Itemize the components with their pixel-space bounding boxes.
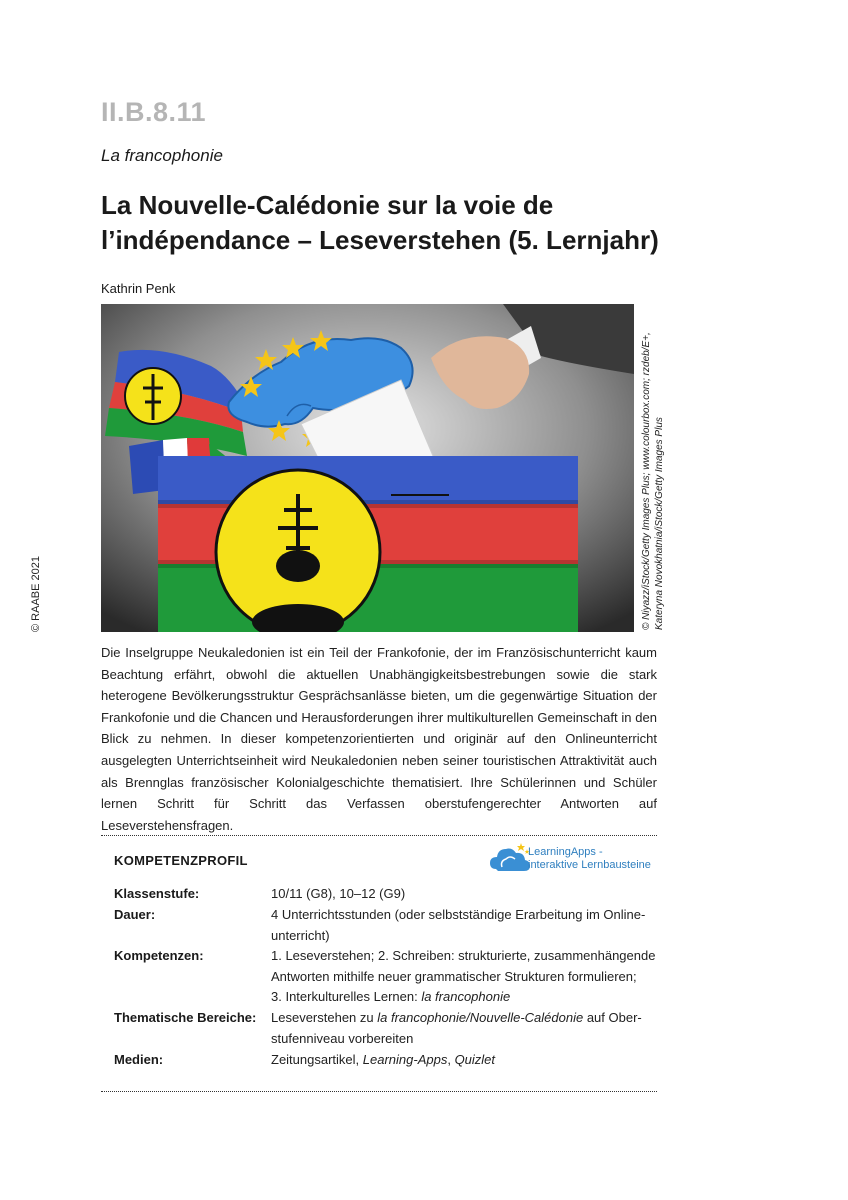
thema-line-1-suffix: auf Ober-	[583, 1010, 642, 1025]
dotted-divider-bottom	[101, 1091, 657, 1092]
klassenstufe-value: 10/11 (G8), 10–12 (G9)	[271, 886, 406, 901]
kompetenzen-label: Kompetenzen:	[114, 948, 204, 963]
medien-em-1: Learning-Apps	[362, 1052, 448, 1067]
document-title	[101, 188, 661, 258]
kompetenzen-line-2: Antworten mithilfe neuer grammatischer Strukturen formulieren;	[271, 968, 637, 984]
dauer-line-1: 4 Unterrichtsstunden (oder selbstständige Erarbeitung im Online-	[271, 907, 646, 922]
kompetenzen-line-3-em: la francophonie	[421, 989, 511, 1004]
side-copyright: © RAABE 2021	[30, 556, 42, 632]
medien-em-2: Quizlet	[454, 1052, 496, 1067]
kompetenzen-line-3-prefix: 3. Interkulturelles Lernen:	[271, 989, 422, 1004]
learningapps-logo	[490, 843, 660, 877]
medien-sep: ,	[447, 1052, 455, 1067]
kompetenzen-line-3	[271, 987, 661, 1008]
thema-line-1-em: la francophonie/Nouvelle-Calédonie	[377, 1010, 584, 1025]
medien-value	[271, 1050, 661, 1071]
dauer-label: Dauer:	[114, 907, 156, 922]
ballot-box-illustration	[101, 304, 634, 632]
dotted-divider-top	[101, 835, 657, 836]
title-line-2: l’indépendance – Leseverstehen (5. Lernjahr)	[101, 225, 659, 255]
logo-line-2: interaktive Lernbausteine	[528, 859, 651, 871]
thema-line-1-prefix: Leseverstehen zu	[271, 1010, 378, 1025]
image-credit	[640, 332, 666, 630]
dauer-line-2: unterricht)	[271, 927, 330, 943]
kompetenzen-line-1: 1. Leseverstehen; 2. Schreiben: strukturierte, zusammenhängende	[271, 948, 656, 963]
author-name: Kathrin Penk	[101, 281, 176, 296]
thema-line-1	[271, 1008, 661, 1029]
title-line-1: La Nouvelle-Calédonie sur la voie de	[101, 190, 554, 220]
ballot-box	[158, 456, 578, 632]
image-credit-line-1: © Niyazz/iStock/Getty Images Plus; www.colourbox.com; rzdeb/E+,	[641, 332, 652, 630]
thema-line-2: stufenniveau vorbereiten	[271, 1030, 414, 1046]
dauer-value	[271, 905, 661, 946]
medien-prefix: Zeitungsartikel,	[271, 1052, 363, 1067]
document-subtitle: La francophonie	[101, 146, 223, 165]
intro-paragraph: Die Inselgruppe Neukaledonien ist ein Teil der Frankofonie, der im Französischunterricht kaum Beachtung erfährt, obwohl die aktuellen Unabhängigkeitsbestrebungen sowie die stark heterogene Bevölkerungsstruktur Gesprächsanlässe bieten, um die gegenwärtige Situation der Frankofonie und die Chancen und Herausforderungen ihrer multikulturellen Gemeinschaft in den Blick zu nehmen. In dieser kompetenzorientierten und originär auf den Onlineunterricht ausgelegten Unterrichtseinheit wird Neukaledonien neben seiner touristischen Attraktivität auch als Brennglas französischer Kolonialgeschichte thematisiert. Ihre Schülerinnen und Schüler lernen Schritt für Schritt das Verfassen oberstufengerechter Antworten auf Leseverstehensfragen.	[101, 645, 657, 833]
medien-label: Medien:	[114, 1052, 164, 1067]
kompetenzprofil-heading: KOMPETENZPROFIL	[114, 853, 248, 868]
logo-line-1: LearningApps -	[528, 846, 603, 858]
thema-label: Thematische Bereiche:	[114, 1010, 257, 1025]
thema-value	[271, 1008, 661, 1049]
kompetenzen-value	[271, 946, 661, 1008]
image-credit-line-2: Kateryna Novokhatnia/iStock/Getty Images Plus	[654, 417, 665, 630]
cloud-icon	[490, 843, 530, 877]
document-code: II.B.8.11	[101, 97, 207, 127]
klassenstufe-label: Klassenstufe:	[114, 886, 200, 901]
